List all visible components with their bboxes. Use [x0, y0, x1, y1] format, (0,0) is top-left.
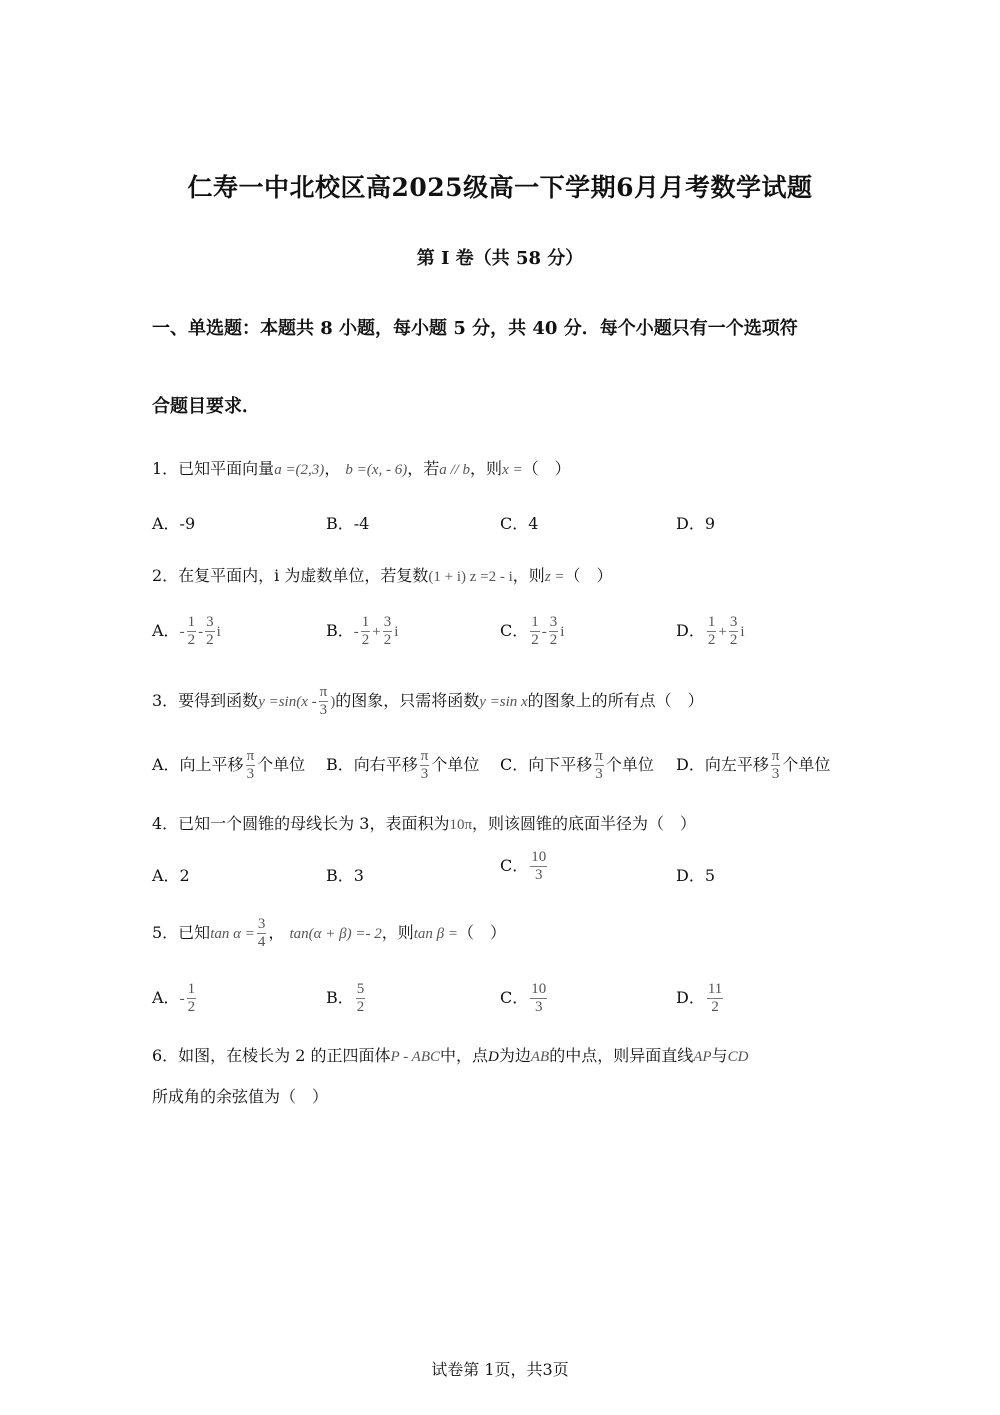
- q1-vector-a: a =(2,3): [274, 462, 325, 478]
- q6-point-d: D: [488, 1049, 499, 1065]
- q3-option-c: [500, 748, 654, 783]
- q2-z: z =: [544, 569, 565, 585]
- q5-option-c: [500, 981, 549, 1016]
- q5-option-c-label: C．: [500, 988, 529, 1007]
- q2-option-d-i: i: [740, 624, 745, 640]
- page-title: 仁寿一中北校区高2025级高一下学期6月月考数学试题: [187, 173, 813, 202]
- q4-option-a: A．2: [152, 866, 190, 885]
- q1-x: x =: [502, 462, 523, 478]
- q2-option-a: [152, 614, 221, 649]
- q1-vector-b: b =(x, - 6): [345, 462, 408, 478]
- q2-option-b-frac2: $\frac{3}{2}$: [383, 614, 392, 648]
- q3-option-d: [676, 748, 830, 783]
- q5-then: ，则: [381, 923, 414, 942]
- q5-tan-sum: tan(α + β) =- 2: [289, 926, 382, 942]
- question-4: [152, 811, 696, 834]
- q2-paren: （ ）: [564, 566, 613, 585]
- q2-option-d-sign2: +: [718, 624, 727, 640]
- q3-option-c-frac: $\frac{\pi}{3}$: [595, 748, 603, 782]
- q1-paren: （ ）: [522, 459, 571, 478]
- q3-option-d-unit: 个单位: [782, 755, 831, 774]
- q2-option-b-i: i: [394, 624, 399, 640]
- q3-func2: y =sin x: [479, 694, 528, 710]
- question-6-line2: 所成角的余弦值为（ ）: [152, 1087, 329, 1106]
- q3-option-d-label: D．向左平移: [676, 755, 769, 774]
- q3-func-frac: $\frac{\pi}{3}$: [319, 684, 328, 718]
- q5-tan-alpha: tan α =: [210, 926, 255, 942]
- q1-then: ，则: [470, 459, 503, 478]
- q6-mid2: 为边: [498, 1046, 531, 1065]
- q4-option-d: D．5: [676, 866, 716, 885]
- q1-prefix: 1．已知平面向量: [152, 459, 275, 478]
- q4-option-c: [500, 849, 549, 884]
- q2-option-a-i: i: [216, 624, 221, 640]
- q2-option-a-label: A．: [152, 621, 180, 640]
- q2-option-c-frac2: $\frac{3}{2}$: [549, 614, 558, 648]
- q2-option-c-frac1: $\frac{1}{2}$: [531, 614, 539, 648]
- q3-option-a: [152, 748, 305, 783]
- q6-mid4: 与: [711, 1046, 728, 1065]
- q2-option-a-sign1: -: [179, 624, 185, 640]
- q6-line-ap: AP: [693, 1049, 712, 1065]
- q1-option-d: D．9: [676, 514, 716, 533]
- q4-area: 10π: [449, 817, 473, 833]
- q3-option-a-unit: 个单位: [257, 755, 306, 774]
- q6-mid1: 中，点: [440, 1046, 489, 1065]
- q2-option-c-i: i: [560, 624, 565, 640]
- section-heading-line2: 合题目要求．: [152, 396, 260, 417]
- q5-option-a-frac: $\frac{1}{2}$: [187, 981, 196, 1015]
- q2-option-a-frac2: $\frac{3}{2}$: [206, 614, 214, 648]
- q2-option-a-frac1: $\frac{1}{2}$: [187, 614, 196, 648]
- q2-option-b: [326, 614, 398, 649]
- q5-paren: （ ）: [458, 923, 507, 942]
- q1-option-b: B．-4: [326, 514, 370, 533]
- q5-option-b-label: B．: [326, 988, 354, 1007]
- q5-option-b-frac: $\frac{5}{2}$: [356, 981, 365, 1015]
- q3-func-left: y =sin(x -: [258, 694, 317, 710]
- q3-option-d-frac: $\frac{\pi}{3}$: [771, 748, 780, 782]
- q2-option-a-sign2: -: [198, 624, 204, 640]
- q5-prefix: 5．已知: [152, 923, 211, 942]
- q2-then: ，则: [512, 566, 545, 585]
- q3-option-b-unit: 个单位: [431, 755, 480, 774]
- q2-expression: (1 + i) z =2 - i: [428, 569, 513, 585]
- q3-option-b-label: B．向右平移: [326, 755, 418, 774]
- q5-tan-beta: tan β =: [413, 926, 458, 942]
- q1-mid: ，若: [407, 459, 440, 478]
- question-6: [152, 1043, 748, 1066]
- q5-option-d-frac: $\frac{11}{2}$: [707, 981, 723, 1015]
- q2-option-c: [500, 614, 564, 649]
- q3-option-a-label: A．向上平移: [152, 755, 244, 774]
- q3-func-right: ): [330, 694, 336, 710]
- question-2: [152, 563, 613, 586]
- q5-option-a-label: A．: [152, 988, 180, 1007]
- q1-sep: ，: [324, 459, 341, 478]
- q1-option-a: A．-9: [152, 514, 196, 533]
- q2-option-d-frac2: $\frac{3}{2}$: [729, 614, 738, 648]
- q2-option-b-sign2: +: [372, 624, 381, 640]
- q3-mid: 的图象，只需将函数: [335, 691, 480, 710]
- question-3: [152, 684, 704, 719]
- q1-parallel: a // b: [439, 462, 471, 478]
- q3-suffix: 的图象上的所有点（ ）: [527, 691, 704, 710]
- page-subtitle: 第 I 卷（共 58 分）: [416, 248, 584, 269]
- q1-option-c: C．4: [500, 514, 539, 533]
- q4-prefix: 4．已知一个圆锥的母线长为 3，表面积为: [152, 814, 450, 833]
- q3-prefix: 3．要得到函数: [152, 691, 259, 710]
- question-5: [152, 916, 506, 951]
- q4-option-c-label: C．: [500, 856, 529, 875]
- q2-option-b-frac1: $\frac{1}{2}$: [361, 614, 370, 648]
- section-heading-line1: 一、单选题：本题共 8 小题，每小题 5 分，共 40 分．每个小题只有一个选项符: [152, 318, 798, 339]
- q6-edge-ab: AB: [530, 1049, 550, 1065]
- q5-tan-alpha-frac: $\frac{3}{4}$: [257, 916, 266, 950]
- q3-option-a-frac: $\frac{\pi}{3}$: [246, 748, 255, 782]
- q5-option-c-frac: $\frac{10}{3}$: [531, 981, 547, 1015]
- q4-suffix: ，则该圆锥的底面半径为（ ）: [472, 814, 697, 833]
- q5-option-d-label: D．: [676, 988, 705, 1007]
- q2-option-c-sign2: -: [541, 624, 547, 640]
- q5-option-a-sign: -: [179, 991, 185, 1007]
- q2-option-b-sign1: -: [353, 624, 359, 640]
- q6-prefix: 6．如图，在棱长为 2 的正四面体: [152, 1046, 391, 1065]
- q6-line-cd: CD: [727, 1049, 749, 1065]
- q5-sep: ，: [268, 923, 285, 942]
- q2-option-d: [676, 614, 744, 649]
- q2-option-d-frac1: $\frac{1}{2}$: [707, 614, 716, 648]
- q4-option-c-frac: $\frac{10}{3}$: [531, 849, 547, 883]
- question-1: [152, 456, 571, 479]
- page-footer: 试卷第 1页，共3页: [431, 1360, 569, 1379]
- q3-option-b: [326, 748, 479, 783]
- q6-tetrahedron: P - ABC: [390, 1049, 440, 1065]
- q3-option-c-label: C．向下平移: [500, 755, 593, 774]
- q2-option-c-label: C．: [500, 621, 529, 640]
- q5-option-d: [676, 981, 725, 1016]
- q3-option-b-frac: $\frac{\pi}{3}$: [420, 748, 429, 782]
- q5-option-b: [326, 981, 367, 1016]
- q5-option-a: [152, 981, 198, 1016]
- q6-mid3: 的中点，则异面直线: [549, 1046, 694, 1065]
- q2-option-d-label: D．: [676, 621, 705, 640]
- q3-option-c-unit: 个单位: [605, 755, 654, 774]
- q2-prefix: 2．在复平面内，i 为虚数单位，若复数: [152, 566, 429, 585]
- q2-option-b-label: B．: [326, 621, 354, 640]
- q4-option-b: B．3: [326, 866, 364, 885]
